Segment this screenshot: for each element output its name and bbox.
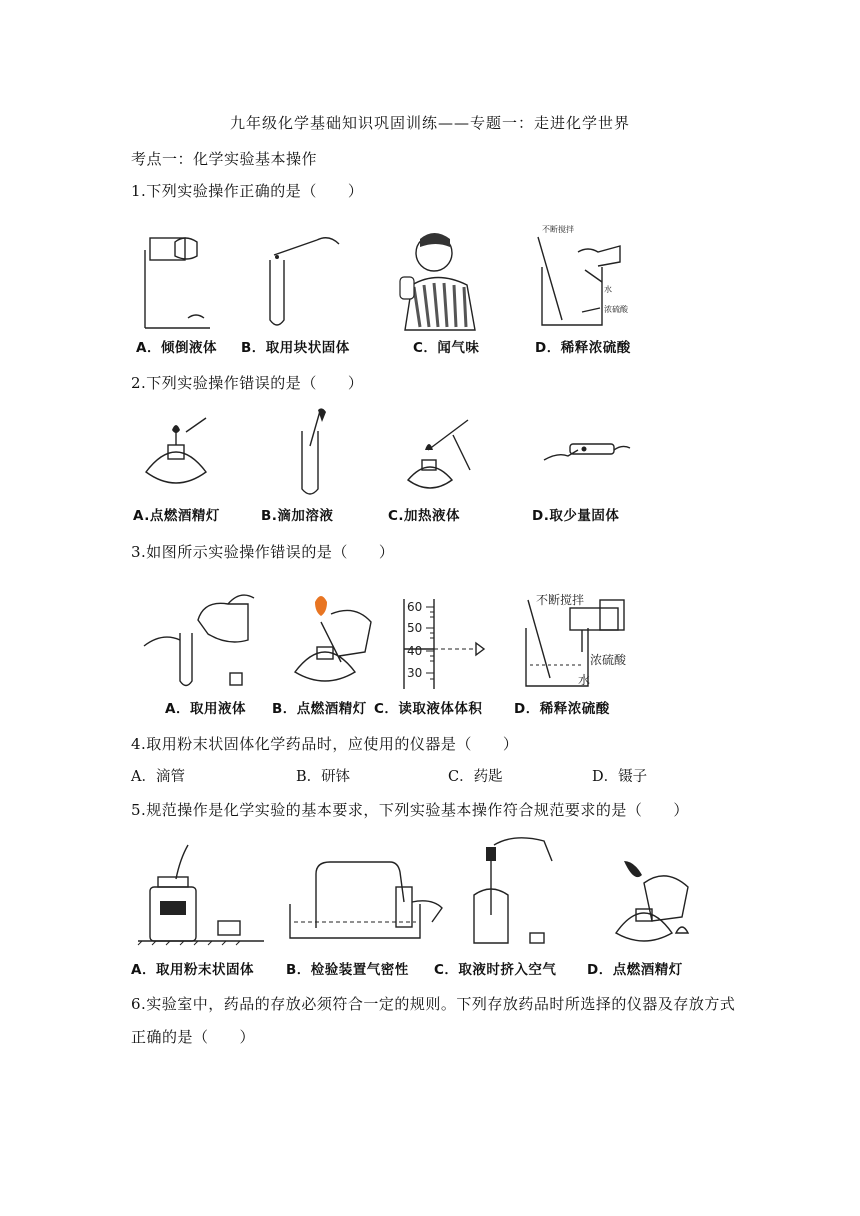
q1-option-a: A．倾倒液体	[136, 340, 217, 356]
section-heading: 考点一：化学实验基本操作	[131, 150, 318, 168]
page-title: 九年级化学基础知识巩固训练——专题一：走进化学世界	[229, 114, 630, 132]
figure-dilute-acid-1	[530, 222, 640, 332]
label-stir-2: 不断搅拌	[536, 593, 585, 607]
q5-option-c: C．取液时挤入空气	[434, 962, 557, 978]
figure-drop-solution	[294, 406, 334, 496]
q5-option-a: A．取用粉末状固体	[131, 962, 254, 978]
figure-airtightness	[286, 842, 446, 942]
q5-option-d: D．点燃酒精灯	[587, 962, 683, 978]
q1-option-b: B．取用块状固体	[241, 340, 350, 356]
q3-option-a: A．取用液体	[165, 701, 246, 717]
q4-choice-b: B．研钵	[296, 769, 351, 785]
figure-light-lamp-1	[138, 410, 218, 495]
label-water-2: 水	[578, 673, 591, 687]
q4-choice-a: A．滴管	[131, 769, 185, 785]
question-2-stem: 2.下列实验操作错误的是（ ）	[131, 374, 364, 392]
question-6-stem-line2: 正确的是（ ）	[131, 1028, 256, 1046]
question-5-stem: 5.规范操作是化学实验的基本要求，下列实验基本操作符合规范要求的是（ ）	[131, 801, 689, 819]
q1-option-c: C．闻气味	[413, 340, 480, 356]
tick-40: 40	[407, 644, 423, 658]
label-acid-2: 浓硫酸	[590, 653, 627, 667]
label-water: 水	[604, 285, 612, 294]
figure-take-solid	[540, 430, 630, 475]
tick-60: 60	[407, 600, 423, 614]
question-4-stem: 4.取用粉末状固体化学药品时，应使用的仪器是（ ）	[131, 735, 519, 753]
q2-option-c: C.加热液体	[388, 508, 461, 524]
q2-option-a: A.点燃酒精灯	[133, 508, 220, 524]
q3-option-c: C．读取液体体积	[374, 701, 483, 717]
question-3-stem: 3.如图所示实验操作错误的是（ ）	[131, 543, 395, 561]
label-stir: 不断搅拌	[542, 225, 574, 234]
figure-smell-gas	[392, 225, 492, 335]
q3-option-d: D．稀释浓硫酸	[514, 701, 610, 717]
q3-option-b: B．点燃酒精灯	[272, 701, 367, 717]
q1-option-d: D．稀释浓硫酸	[535, 340, 631, 356]
q4-choice-d: D．镊子	[592, 769, 648, 785]
figure-take-liquid	[140, 588, 260, 693]
figure-dilute-acid-2	[520, 590, 660, 690]
q2-option-b: B.滴加溶液	[261, 508, 334, 524]
tick-50: 50	[407, 621, 423, 635]
figure-take-powder	[136, 845, 266, 945]
q4-choice-c: C．药匙	[448, 769, 503, 785]
figure-heat-liquid	[398, 410, 478, 500]
figure-add-solid	[262, 225, 352, 330]
figure-light-lamp-2	[285, 592, 375, 692]
question-1-stem: 1.下列实验操作正确的是（ ）	[131, 182, 364, 200]
figure-pour-liquid	[130, 230, 220, 330]
q2-option-d: D.取少量固体	[532, 508, 620, 524]
tick-30: 30	[407, 666, 423, 680]
q5-option-b: B．检验装置气密性	[286, 962, 409, 978]
label-acid: 浓硫酸	[604, 305, 628, 314]
question-6-stem-line1: 6.实验室中，药品的存放必须符合一定的规则。下列存放药品时所选择的仪器及存放方式	[131, 995, 736, 1013]
figure-dropper-air	[466, 835, 556, 945]
figure-read-volume	[398, 595, 498, 690]
figure-light-lamp-3	[610, 855, 700, 950]
